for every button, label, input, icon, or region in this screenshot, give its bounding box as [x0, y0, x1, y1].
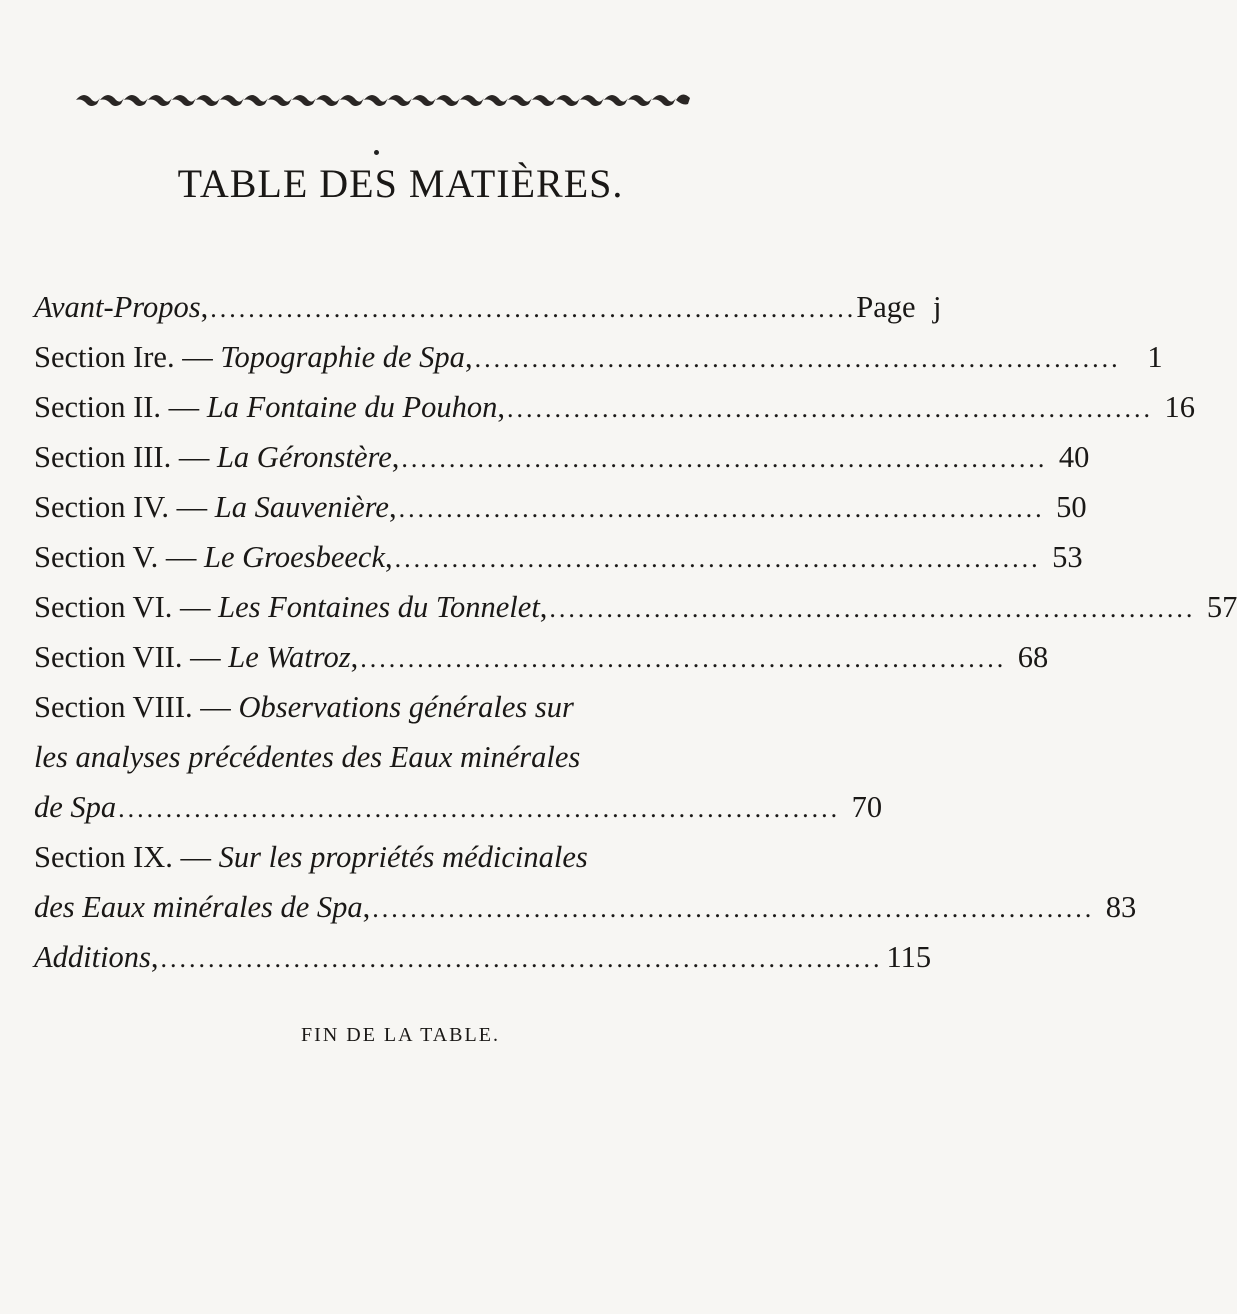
entry-label: Section IX. —: [34, 840, 212, 874]
entry-separator: ,: [362, 890, 371, 924]
toc-entry-section-9[interactable]: [34, 832, 1137, 932]
page-number: 57: [1206, 590, 1237, 624]
entry-title-line-3: de Spa: [34, 790, 117, 824]
entry-title: Le Watroz: [228, 640, 351, 674]
page-number: 40: [1058, 440, 1090, 474]
end-of-table-note: FIN DE LA TABLE.: [301, 1024, 500, 1046]
toc-entry-section-5[interactable]: [34, 532, 1083, 582]
dot-leader: ............................................................................: [160, 944, 883, 973]
entry-separator: ,: [350, 640, 359, 674]
entry-title: La Fontaine du Pouhon: [206, 390, 498, 424]
entry-title: Topographie de Spa: [220, 340, 465, 374]
table-of-contents: [34, 282, 1237, 982]
entry-label: Section VI. —: [34, 590, 211, 624]
page-title: TABLE DES MATIÈRES.: [177, 161, 624, 206]
entry-label: Section II. —: [34, 390, 200, 424]
entry-title: Les Fontaines du Tonnelet: [218, 590, 540, 624]
dot-leader: ....................................................................: [394, 544, 1041, 573]
entry-label: Section Ire. —: [34, 340, 213, 374]
page-number: 83: [1105, 890, 1137, 924]
entry-title: Avant-Propos: [34, 290, 201, 324]
entry-separator: ,: [539, 590, 548, 624]
toc-entry-section-1[interactable]: [34, 332, 1163, 382]
decorative-dot: [374, 150, 379, 155]
page-prefix: Page: [856, 290, 916, 324]
entry-separator: ,: [391, 440, 400, 474]
page-number: 53: [1052, 540, 1083, 574]
entry-separator: ,: [384, 540, 393, 574]
dot-leader: ....................................................................: [398, 494, 1045, 523]
dot-leader: ....................................................................: [549, 594, 1196, 623]
toc-entry-section-2[interactable]: [34, 382, 1196, 432]
page-number: 68: [1017, 640, 1049, 674]
entry-title-line-1: Sur les propriétés médicinales: [218, 840, 588, 874]
toc-entry-section-6[interactable]: [34, 582, 1237, 632]
toc-entry-section-8[interactable]: [34, 682, 883, 832]
dot-leader: ....................................................................: [210, 294, 857, 323]
page-number: 50: [1056, 490, 1087, 524]
entry-label: Section III. —: [34, 440, 210, 474]
dot-leader: ............................................................................: [372, 894, 1095, 923]
entry-title: La Géronstère: [216, 440, 392, 474]
entry-title-line-2: des Eaux minérales de Spa: [34, 890, 363, 924]
entry-title: Additions: [34, 940, 151, 974]
entry-separator: ,: [200, 290, 209, 324]
toc-entry-section-4[interactable]: [34, 482, 1087, 532]
entry-title-line-1: Observations générales sur: [238, 690, 574, 724]
page-number: 1: [1147, 340, 1163, 374]
entry-separator: ,: [464, 340, 473, 374]
entry-separator: ,: [150, 940, 159, 974]
entry-label: Section VII. —: [34, 640, 221, 674]
dot-leader: ....................................................................: [360, 644, 1007, 673]
toc-entry-avant-propos[interactable]: [34, 282, 942, 332]
entry-title: La Sauvenière: [214, 490, 389, 524]
entry-label: Section V. —: [34, 540, 197, 574]
entry-label: Section IV. —: [34, 490, 208, 524]
page-number: 70: [851, 790, 883, 824]
toc-entry-section-7[interactable]: [34, 632, 1049, 682]
entry-title: Le Groesbeeck: [204, 540, 385, 574]
dot-leader: ....................................................................: [474, 344, 1121, 373]
entry-title-line-2: les analyses précédentes des Eaux minérales: [34, 740, 581, 774]
page-number: j: [933, 290, 942, 324]
entry-separator: ,: [497, 390, 506, 424]
dot-leader: ....................................................................: [401, 444, 1048, 473]
entry-label: Section VIII. —: [34, 690, 231, 724]
decorative-border-ornament: [76, 86, 692, 108]
entry-separator: ,: [388, 490, 397, 524]
page-number: 16: [1164, 390, 1196, 424]
dot-leader: ....................................................................: [507, 394, 1154, 423]
toc-entry-section-3[interactable]: [34, 432, 1090, 482]
toc-entry-additions[interactable]: [34, 932, 932, 982]
dot-leader: ............................................................................: [118, 794, 841, 823]
page-number: 115: [886, 940, 932, 974]
